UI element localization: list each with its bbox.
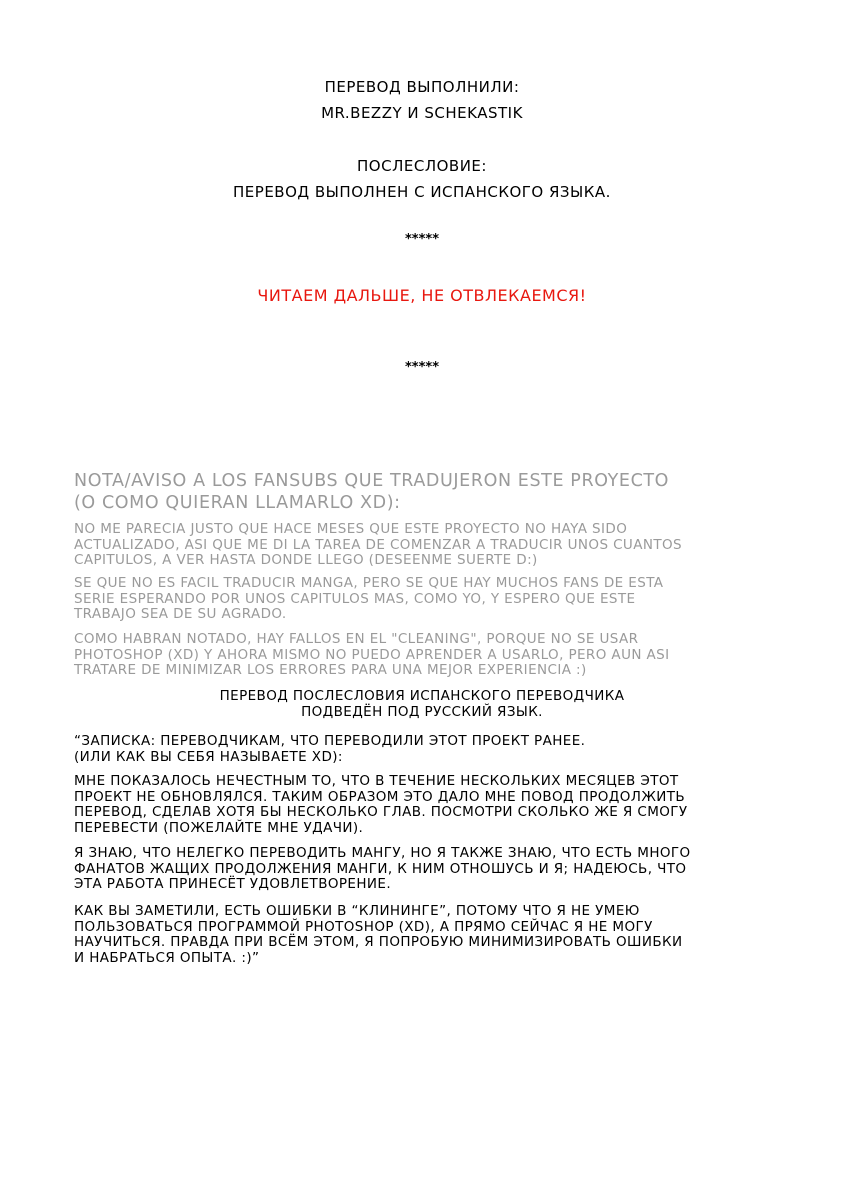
russian-line: Я ЗНАЮ, ЧТО НЕЛЕГКО ПЕРЕВОДИТЬ МАНГУ, НО Я ТАКЖЕ ЗНАЮ, ЧТО ЕСТЬ МНОГО	[74, 845, 691, 861]
spanish-paragraph	[74, 576, 764, 623]
spanish-paragraph	[74, 632, 764, 679]
russian-line: ПРОЕКТ НЕ ОБНОВЛЯЛСЯ. ТАКИМ ОБРАЗОМ ЭТО ДАЛО МНЕ ПОВОД ПРОДОЛЖИТЬ	[74, 788, 686, 805]
russian-heading-line: ПОДВЕДЁН ПОД РУССКИЙ ЯЗЫК.	[301, 704, 543, 720]
spanish-line: SERIE ESPERANDO POR UNOS CAPITULOS MAS, COMO YO, Y ESPERO QUE ESTE	[74, 590, 636, 607]
spanish-line: TRABAJO SEA DE SU AGRADO.	[74, 606, 287, 622]
russian-paragraph	[74, 734, 764, 765]
russian-heading-line: ПЕРЕВОД ПОСЛЕСЛОВИЯ ИСПАНСКОГО ПЕРЕВОДЧИКА	[219, 688, 625, 704]
spanish-paragraph	[74, 522, 764, 569]
russian-line: ЭТА РАБОТА ПРИНЕСЁТ УДОВЛЕТВОРЕНИЕ.	[74, 876, 392, 892]
spanish-line: CAPITULOS, A VER HASTA DONDE LLEGO (DESEENME SUERTE D:)	[74, 552, 538, 568]
spanish-line: TRATARE DE MINIMIZAR LOS ERRORES PARA UNA MEJOR EXPERIENCIA :)	[74, 662, 587, 678]
afterword-heading: ПОСЛЕСЛОВИЕ:	[357, 157, 487, 175]
russian-line: НАУЧИТЬСЯ. ПРАВДА ПРИ ВСЁМ ЭТОМ, Я ПОПРОБУЮ МИНИМИЗИРОВАТЬ ОШИБКИ	[74, 934, 683, 950]
russian-line: ФАНАТОВ ЖАЩИХ ПРОДОЛЖЕНИЯ МАНГИ, К НИМ ОТНОШУСЬ И Я; НАДЕЮСЬ, ЧТО	[74, 860, 687, 877]
russian-line: “ЗАПИСКА: ПЕРЕВОДЧИКАМ, ЧТО ПЕРЕВОДИЛИ ЭТОТ ПРОЕКТ РАНЕЕ.	[74, 733, 586, 749]
separator-bottom: *****	[405, 360, 439, 375]
russian-paragraph	[74, 774, 764, 836]
spanish-title-line: NOTA/AVISO A LOS FANSUBS QUE TRADUJERON ESTE PROYECTO	[74, 471, 670, 491]
russian-paragraph	[74, 846, 764, 893]
russian-note-heading	[0, 688, 844, 720]
russian-line: И НАБРАТЬСЯ ОПЫТА. :)”	[74, 949, 260, 966]
russian-paragraph	[74, 904, 764, 966]
credits-heading: ПЕРЕВОД ВЫПОЛНИЛИ:	[324, 78, 520, 96]
translator-names: MR.BEZZY И SCHEKASTIK	[321, 104, 523, 122]
russian-line: КАК ВЫ ЗАМЕТИЛИ, ЕСТЬ ОШИБКИ В “КЛИНИНГЕ”, ПОТОМУ ЧТО Я НЕ УМЕЮ	[74, 903, 640, 919]
russian-line: ПЕРЕВОД, СДЕЛАВ ХОТЯ БЫ НЕСКОЛЬКО ГЛАВ. ПОСМОТРИ СКОЛЬКО ЖЕ Я СМОГУ	[74, 804, 688, 820]
spanish-note-title	[74, 470, 764, 514]
russian-line: МНЕ ПОКАЗАЛОСЬ НЕЧЕСТНЫМ ТО, ЧТО В ТЕЧЕНИЕ НЕСКОЛЬКИХ МЕСЯЦЕВ ЭТОТ	[74, 773, 679, 789]
spanish-line: ACTUALIZADO, ASI QUE ME DI LA TAREA DE COMENZAR A TRADUCIR UNOS CUANTOS	[74, 536, 682, 553]
russian-line: ПОЛЬЗОВАТЬСЯ ПРОГРАММОЙ PHOTOSHOP (XD), А ПРЯМО СЕЙЧАС Я НЕ МОГУ	[74, 918, 653, 935]
spanish-line: PHOTOSHOP (XD) Y AHORA MISMO NO PUEDO APRENDER A USARLO, PERO AUN ASI	[74, 646, 670, 663]
spanish-line: SE QUE NO ES FACIL TRADUCIR MANGA, PERO SE QUE HAY MUCHOS FANS DE ESTA	[74, 575, 664, 591]
highlight-callout: ЧИТАЕМ ДАЛЬШЕ, НЕ ОТВЛЕКАЕМСЯ!	[257, 286, 587, 305]
spanish-line: NO ME PARECIA JUSTO QUE HACE MESES QUE ESTE PROYECTO NO HAYA SIDO	[74, 521, 628, 537]
spanish-line: COMO HABRAN NOTADO, HAY FALLOS EN EL "CLEANING", PORQUE NO SE USAR	[74, 631, 639, 647]
russian-line: ПЕРЕВЕСТИ (ПОЖЕЛАЙТЕ МНЕ УДАЧИ).	[74, 819, 364, 836]
separator-top: *****	[405, 232, 439, 247]
spanish-title-line: (O COMO QUIERAN LLAMARLO XD):	[74, 493, 401, 513]
afterword-text: ПЕРЕВОД ВЫПОЛНЕН С ИСПАНСКОГО ЯЗЫКА.	[233, 183, 611, 201]
russian-line: (ИЛИ КАК ВЫ СЕБЯ НАЗЫВАЕТЕ XD):	[74, 748, 343, 765]
